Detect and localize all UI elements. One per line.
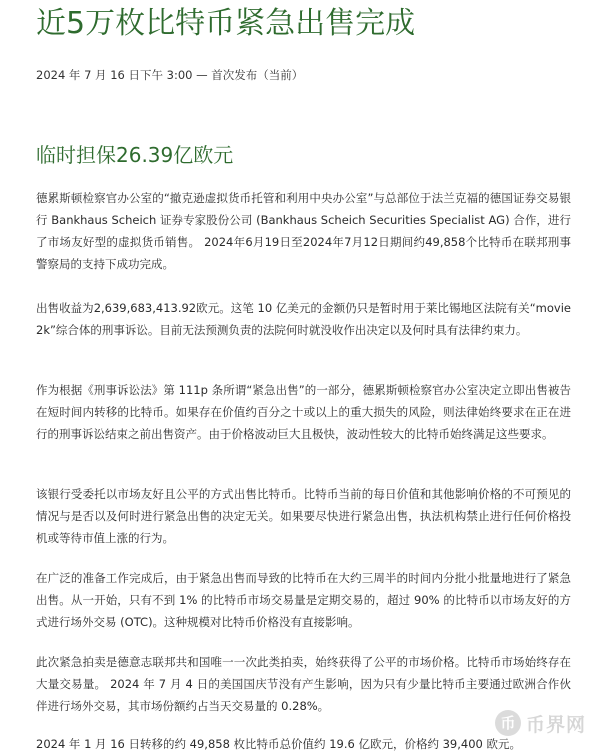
watermark <box>495 708 586 738</box>
paragraph: 德累斯顿检察官办公室的“撤克逊虚拟货币托管和利用中央办公室”与总部位于法兰克福的德国证券交易银行 Bankhaus Scheich 证券专家股份公司 (Bankhaus Scheich Securities Specialist AG) 合作，进行了市场友好型的虚拟货币销售。 2024年6月19日至2024年7月12日期间约49,858个比特币在联邦刑事警察局的支持下成功完成。 <box>36 191 571 271</box>
watermark-text: 币界网 <box>525 713 586 736</box>
paragraph: 出售收益为2,639,683,413.92欧元。这笔 10 亿美元的金额仍只是暂时用于莱比锡地区法院有关“movie2k”综合体的刑事诉讼。目前无法预测负责的法院何时就没收作出决定以及何时具有法律约束力。 <box>36 301 571 337</box>
paragraph: 作为根据《刑事诉讼法》第 111p 条所谓“紧急出售”的一部分，德累斯顿检察官办公室决定立即出售被告在短时间内转移的比特币。如果存在价值约百分之十或以上的重大损失的风险，则法律始终要求在正在进行的刑事诉讼结束之前出售资产。由于价格波动巨大且极快，波动性较大的比特币始终满足这些要求。 <box>36 383 571 441</box>
paragraph: 在广泛的准备工作完成后，由于紧急出售而导致的比特币在大约三周半的时间内分批小批量地进行了紧急出售。从一开始，只有不到 1% 的比特币市场交易量是定期交易的，超过 90% 的比特币以市场友好的方式进行场外交易 (OTC)。这种规模对比特币价格没有直接影响。 <box>36 571 571 629</box>
bijie-logo-icon: 币 <box>495 710 521 736</box>
paragraph: 此次紧急拍卖是德意志联邦共和国唯一一次此类拍卖，始终获得了公平的市场价格。比特币市场始终存在大量交易量。 2024 年 7 月 4 日的美国国庆节没有产生影响，因为只有少量比特币主要通过欧洲合作伙伴进行场外交易，其市场份额约占当天交易量的 0.28%。 <box>36 655 571 713</box>
paragraph: 该银行受委托以市场友好且公平的方式出售比特币。比特币当前的每日价值和其他影响价格的不可预见的情况与是否以及何时进行紧急出售的决定无关。如果要尽快进行紧急出售，执法机构禁止进行任何价格投机或等待市值上涨的行为。 <box>36 487 571 545</box>
publish-date: 2024 年 7 月 16 日下午 3:00 — 首次发布（当前） <box>36 68 304 82</box>
paragraph: 2024 年 1 月 16 日转移的约 49,858 枚比特币总价值约 19.6 亿欧元，价格约 39,400 欧元。 <box>36 737 522 751</box>
section-heading: 临时担保26.39亿欧元 <box>36 143 234 167</box>
article-title: 近5万枚比特币紧急出售完成 <box>36 6 416 41</box>
